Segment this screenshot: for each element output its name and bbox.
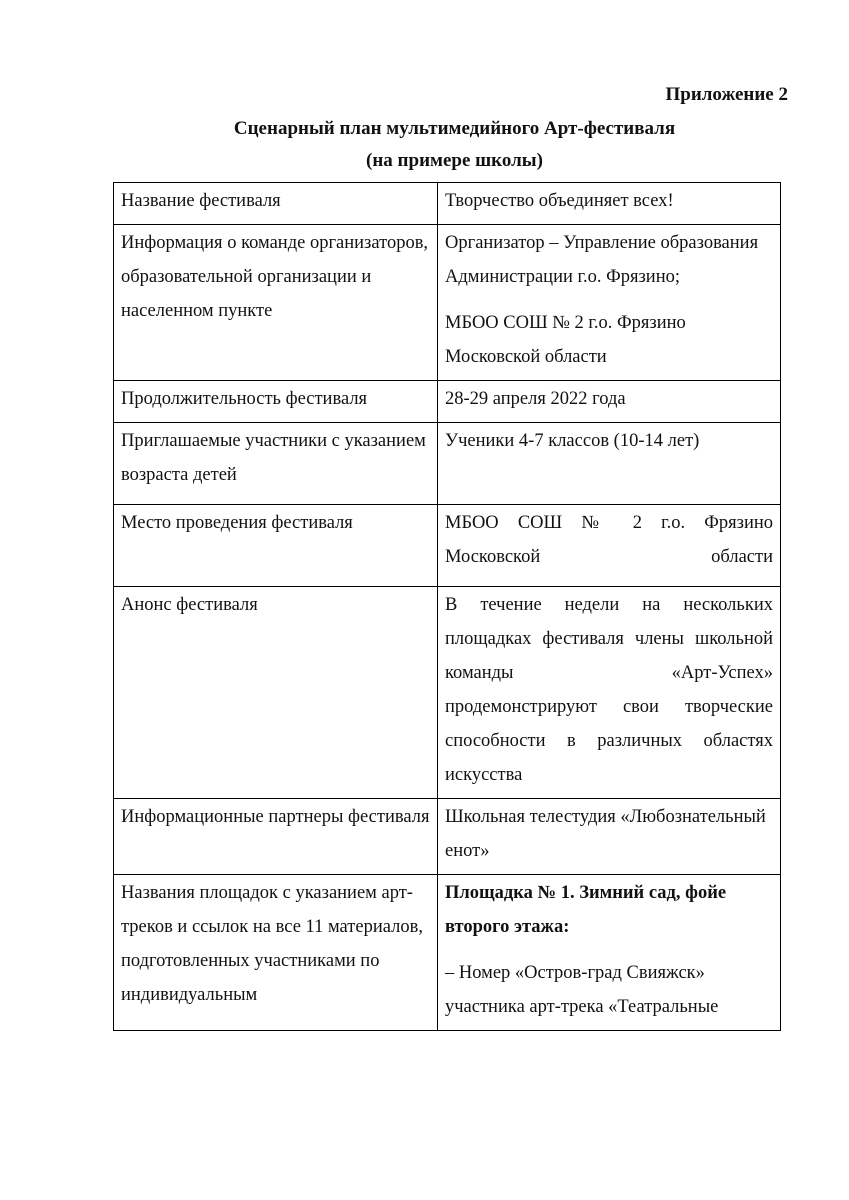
row-value-festival-name: Творчество объединяет всех! [438, 183, 781, 225]
table-row [114, 381, 781, 423]
school-text: МБОО СОШ № 2 г.о. Фрязино Московской области [445, 313, 686, 367]
row-value-organizers [438, 225, 781, 381]
table-row [114, 505, 781, 587]
table-row [114, 875, 781, 1031]
festival-plan-table [113, 182, 781, 1031]
row-value-venue [438, 505, 781, 587]
row-label-festival-name: Название фестиваля [114, 183, 438, 225]
row-label-partners: Информационные партнеры фестиваля [114, 799, 438, 875]
row-value-announcement [438, 587, 781, 799]
venue-1-heading: Площадка № 1. Зимний сад, фойе второго этажа: [445, 883, 727, 937]
announcement-text: В течение недели на нескольких площадках фестиваля члены школьной команды «Арт-Успех» продемонстрируют свои творческие способности в различных областях искусства [445, 595, 773, 785]
row-label-duration: Продолжительность фестиваля [114, 381, 438, 423]
row-value-duration: 28-29 апреля 2022 года [438, 381, 781, 423]
appendix-label: Приложение 2 [665, 84, 788, 105]
document-subtitle: (на примере школы) [366, 150, 543, 171]
table-row [114, 799, 781, 875]
row-label-organizers: Информация о команде организаторов, образовательной организации и населенном пункте [114, 225, 438, 381]
row-value-participants: Ученики 4-7 классов (10-14 лет) [438, 423, 781, 505]
row-label-participants: Приглашаемые участники с указанием возраста детей [114, 423, 438, 505]
venue-text: МБОО СОШ № 2 г.о. Фрязино Московской области [445, 513, 773, 567]
organizer-text: Организатор – Управление образования Администрации г.о. Фрязино; [445, 233, 759, 287]
row-label-announcement: Анонс фестиваля [114, 587, 438, 799]
document-title: Сценарный план мультимедийного Арт-фестиваля [233, 118, 676, 139]
table-row [114, 423, 781, 505]
row-value-venues-list [438, 875, 781, 1031]
table-row [114, 587, 781, 799]
row-label-venue: Место проведения фестиваля [114, 505, 438, 587]
row-label-venues-list: Названия площадок с указанием арт-треков и ссылок на все 11 материалов, подготовленных участниками по индивидуальным [114, 875, 438, 1031]
row-value-partners: Школьная телестудия «Любознательный енот» [438, 799, 781, 875]
table-row [114, 183, 781, 225]
table-row [114, 225, 781, 381]
venue-1-item: – Номер «Остров-град Свияжск» участника арт-трека «Театральные [445, 963, 719, 1017]
